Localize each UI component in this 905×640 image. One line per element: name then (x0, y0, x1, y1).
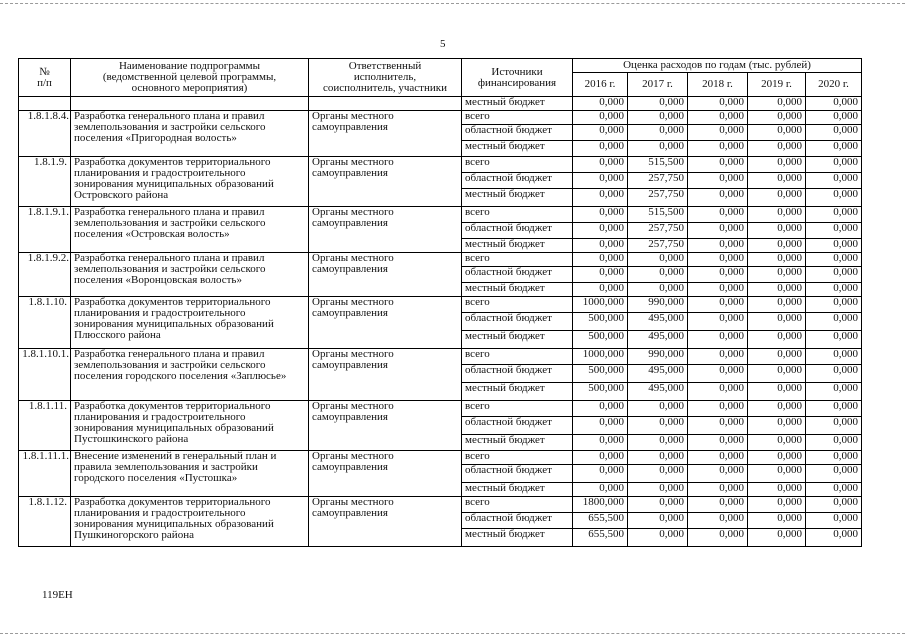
value-cell: 0,000 (748, 383, 806, 401)
row-name: Разработка генерального плана и правил землепользования и застройки сельского поселения «Островская волость» (71, 207, 309, 253)
value-cell: 0,000 (748, 283, 806, 297)
value-cell: 0,000 (573, 465, 628, 483)
source-cell: областной бюджет (462, 465, 573, 483)
value-cell: 495,000 (628, 383, 688, 401)
value-cell: 0,000 (748, 253, 806, 267)
row-code: 1.8.1.11.1. (19, 451, 71, 497)
value-cell: 500,000 (573, 365, 628, 383)
value-cell: 0,000 (688, 313, 748, 331)
value-cell: 500,000 (573, 313, 628, 331)
value-cell: 0,000 (748, 451, 806, 465)
row-executor: Органы местного самоуправления (309, 497, 462, 547)
value-cell: 0,000 (806, 157, 862, 173)
value-cell: 0,000 (628, 283, 688, 297)
value-cell: 0,000 (688, 451, 748, 465)
value-cell: 0,000 (628, 435, 688, 451)
scan-edge-bottom (0, 633, 905, 634)
value-cell: 0,000 (748, 223, 806, 239)
row-name: Разработка документов территориального планирования и градостроительного зонирования муниципальных образований Пушкиногорского района (71, 497, 309, 547)
value-cell: 0,000 (573, 207, 628, 223)
value-cell: 0,000 (748, 497, 806, 513)
value-cell: 0,000 (748, 313, 806, 331)
value-cell: 500,000 (573, 383, 628, 401)
value-cell: 0,000 (573, 173, 628, 189)
value-cell: 0,000 (628, 401, 688, 417)
row-code: 1.8.1.9. (19, 157, 71, 207)
value-cell: 0,000 (748, 435, 806, 451)
table-row (19, 451, 862, 465)
row-code: 1.8.1.11. (19, 401, 71, 451)
value-cell: 495,000 (628, 313, 688, 331)
value-cell: 0,000 (748, 111, 806, 125)
value-cell: 0,000 (806, 239, 862, 253)
value-cell: 0,000 (748, 267, 806, 283)
header-year-1: 2017 г. (628, 73, 688, 97)
value-cell: 0,000 (748, 125, 806, 141)
row-executor: Органы местного самоуправления (309, 297, 462, 349)
value-cell: 495,000 (628, 365, 688, 383)
value-cell: 0,000 (628, 465, 688, 483)
header-year-0: 2016 г. (573, 73, 628, 97)
value-cell: 0,000 (573, 483, 628, 497)
value-cell: 0,000 (688, 267, 748, 283)
row-code: 1.8.1.8.4. (19, 111, 71, 157)
source-cell: местный бюджет (462, 189, 573, 207)
source-cell: областной бюджет (462, 313, 573, 331)
row-code: 1.8.1.9.1. (19, 207, 71, 253)
value-cell: 0,000 (748, 349, 806, 365)
table-row (19, 97, 862, 111)
value-cell: 0,000 (688, 401, 748, 417)
row-executor: Органы местного самоуправления (309, 111, 462, 157)
value-cell: 0,000 (688, 297, 748, 313)
value-cell: 0,000 (806, 401, 862, 417)
row-name: Разработка документов территориального планирования и градостроительного зонирования муниципальных образований Островского района (71, 157, 309, 207)
value-cell: 0,000 (573, 223, 628, 239)
value-cell: 0,000 (748, 97, 806, 111)
source-cell: областной бюджет (462, 365, 573, 383)
value-cell: 0,000 (806, 267, 862, 283)
value-cell: 0,000 (573, 417, 628, 435)
value-cell: 0,000 (806, 125, 862, 141)
source-cell: всего (462, 207, 573, 223)
value-cell: 0,000 (748, 401, 806, 417)
value-cell: 515,500 (628, 207, 688, 223)
value-cell: 655,500 (573, 513, 628, 529)
header-num-text: № п/п (37, 65, 52, 89)
source-cell: областной бюджет (462, 267, 573, 283)
source-cell: всего (462, 157, 573, 173)
source-cell: местный бюджет (462, 435, 573, 451)
value-cell: 0,000 (628, 253, 688, 267)
value-cell: 0,000 (806, 383, 862, 401)
source-cell: областной бюджет (462, 223, 573, 239)
value-cell: 0,000 (628, 417, 688, 435)
value-cell: 0,000 (748, 157, 806, 173)
row-name: Разработка генерального плана и правил землепользования и застройки сельского поселения городского поселения «Заплюсье» (71, 349, 309, 401)
value-cell: 0,000 (748, 365, 806, 383)
row-name: Разработка генерального плана и правил землепользования и застройки сельского поселения «Воронцовская волость» (71, 253, 309, 297)
value-cell: 0,000 (573, 97, 628, 111)
value-cell: 1800,000 (573, 497, 628, 513)
value-cell: 257,750 (628, 223, 688, 239)
value-cell: 0,000 (573, 401, 628, 417)
source-cell: областной бюджет (462, 125, 573, 141)
table-row (19, 111, 862, 125)
value-cell: 0,000 (628, 97, 688, 111)
table-row (19, 497, 862, 513)
header-name (71, 59, 309, 97)
row-executor: Органы местного самоуправления (309, 451, 462, 497)
header-executor-text: Ответственный исполнитель, соисполнитель, участники (323, 60, 447, 94)
value-cell: 495,000 (628, 331, 688, 349)
value-cell: 0,000 (688, 331, 748, 349)
value-cell: 0,000 (806, 513, 862, 529)
value-cell: 0,000 (688, 239, 748, 253)
value-cell: 0,000 (573, 239, 628, 253)
value-cell: 0,000 (688, 173, 748, 189)
source-cell: местный бюджет (462, 239, 573, 253)
value-cell: 0,000 (688, 483, 748, 497)
row-executor: Органы местного самоуправления (309, 157, 462, 207)
value-cell: 0,000 (806, 435, 862, 451)
row-name: Разработка документов территориального планирования и градостроительного зонирования муниципальных образований Пустошкинского района (71, 401, 309, 451)
value-cell: 0,000 (628, 267, 688, 283)
source-cell: областной бюджет (462, 513, 573, 529)
value-cell: 0,000 (628, 111, 688, 125)
source-cell: всего (462, 297, 573, 313)
value-cell: 257,750 (628, 189, 688, 207)
value-cell: 0,000 (688, 253, 748, 267)
value-cell: 0,000 (806, 529, 862, 547)
value-cell: 515,500 (628, 157, 688, 173)
value-cell: 0,000 (573, 435, 628, 451)
row-name-empty (71, 97, 309, 111)
row-code-empty (19, 97, 71, 111)
value-cell: 0,000 (573, 141, 628, 157)
row-executor: Органы местного самоуправления (309, 349, 462, 401)
value-cell: 0,000 (628, 529, 688, 547)
source-cell: местный бюджет (462, 283, 573, 297)
row-executor: Органы местного самоуправления (309, 207, 462, 253)
value-cell: 0,000 (806, 283, 862, 297)
row-code: 1.8.1.9.2. (19, 253, 71, 297)
table-row (19, 253, 862, 267)
value-cell: 0,000 (688, 223, 748, 239)
value-cell: 0,000 (688, 417, 748, 435)
header-year-4: 2020 г. (806, 73, 862, 97)
value-cell: 0,000 (688, 383, 748, 401)
value-cell: 0,000 (748, 297, 806, 313)
source-cell: всего (462, 253, 573, 267)
value-cell: 655,500 (573, 529, 628, 547)
row-name: Разработка документов территориального планирования и градостроительного зонирования муниципальных образований Плюсского района (71, 297, 309, 349)
value-cell: 0,000 (573, 283, 628, 297)
table-row (19, 157, 862, 173)
row-executor: Органы местного самоуправления (309, 401, 462, 451)
value-cell: 0,000 (688, 97, 748, 111)
value-cell: 0,000 (573, 267, 628, 283)
header-estimate: Оценка расходов по годам (тыс. рублей) (573, 59, 862, 73)
value-cell: 0,000 (748, 141, 806, 157)
row-executor-empty (309, 97, 462, 111)
value-cell: 0,000 (806, 97, 862, 111)
value-cell: 0,000 (806, 483, 862, 497)
value-cell: 0,000 (748, 529, 806, 547)
footer-code: 119ЕН (42, 589, 73, 601)
value-cell: 0,000 (806, 189, 862, 207)
value-cell: 0,000 (628, 125, 688, 141)
value-cell: 0,000 (573, 253, 628, 267)
value-cell: 0,000 (806, 365, 862, 383)
source-cell: областной бюджет (462, 417, 573, 435)
value-cell: 0,000 (573, 451, 628, 465)
value-cell: 0,000 (806, 497, 862, 513)
value-cell: 0,000 (806, 331, 862, 349)
source-cell: всего (462, 111, 573, 125)
value-cell: 0,000 (688, 513, 748, 529)
value-cell: 0,000 (806, 111, 862, 125)
source-cell: местный бюджет (462, 141, 573, 157)
value-cell: 0,000 (806, 173, 862, 189)
value-cell: 0,000 (748, 513, 806, 529)
value-cell: 0,000 (573, 125, 628, 141)
header-num (19, 59, 71, 97)
value-cell: 0,000 (688, 157, 748, 173)
source-cell: местный бюджет (462, 97, 573, 111)
value-cell: 0,000 (628, 497, 688, 513)
source-cell: местный бюджет (462, 331, 573, 349)
value-cell: 1000,000 (573, 349, 628, 365)
source-cell: местный бюджет (462, 529, 573, 547)
value-cell: 0,000 (806, 223, 862, 239)
value-cell: 0,000 (688, 465, 748, 483)
value-cell: 0,000 (806, 141, 862, 157)
row-code: 1.8.1.10.1. (19, 349, 71, 401)
row-executor: Органы местного самоуправления (309, 253, 462, 297)
value-cell: 0,000 (748, 239, 806, 253)
value-cell: 0,000 (806, 207, 862, 223)
value-cell: 0,000 (628, 483, 688, 497)
value-cell: 0,000 (573, 157, 628, 173)
table-row (19, 297, 862, 313)
value-cell: 0,000 (806, 297, 862, 313)
header-year-3: 2019 г. (748, 73, 806, 97)
value-cell: 0,000 (806, 253, 862, 267)
value-cell: 0,000 (688, 189, 748, 207)
value-cell: 0,000 (806, 451, 862, 465)
value-cell: 0,000 (688, 207, 748, 223)
value-cell: 990,000 (628, 349, 688, 365)
value-cell: 0,000 (688, 497, 748, 513)
header-sources (462, 59, 573, 97)
value-cell: 0,000 (688, 529, 748, 547)
source-cell: областной бюджет (462, 173, 573, 189)
table-row (19, 207, 862, 223)
value-cell: 990,000 (628, 297, 688, 313)
value-cell: 0,000 (688, 283, 748, 297)
value-cell: 0,000 (748, 417, 806, 435)
budget-table (18, 58, 862, 547)
source-cell: местный бюджет (462, 483, 573, 497)
value-cell: 257,750 (628, 173, 688, 189)
value-cell: 0,000 (748, 189, 806, 207)
source-cell: всего (462, 401, 573, 417)
value-cell: 257,750 (628, 239, 688, 253)
value-cell: 0,000 (806, 349, 862, 365)
row-name: Внесение изменений в генеральный план и правила землепользования и застройки городского поселения «Пустошка» (71, 451, 309, 497)
value-cell: 0,000 (573, 111, 628, 125)
header-sources-text: Источники финансирования (477, 65, 557, 89)
value-cell: 0,000 (688, 141, 748, 157)
value-cell: 1000,000 (573, 297, 628, 313)
page-number: 5 (440, 38, 446, 50)
value-cell: 0,000 (688, 349, 748, 365)
source-cell: местный бюджет (462, 383, 573, 401)
row-code: 1.8.1.12. (19, 497, 71, 547)
value-cell: 0,000 (573, 189, 628, 207)
value-cell: 0,000 (806, 417, 862, 435)
row-code: 1.8.1.10. (19, 297, 71, 349)
value-cell: 0,000 (628, 141, 688, 157)
header-executor (309, 59, 462, 97)
source-cell: всего (462, 349, 573, 365)
value-cell: 0,000 (688, 365, 748, 383)
value-cell: 0,000 (748, 331, 806, 349)
table-row (19, 349, 862, 365)
value-cell: 0,000 (748, 465, 806, 483)
value-cell: 0,000 (748, 207, 806, 223)
value-cell: 500,000 (573, 331, 628, 349)
value-cell: 0,000 (748, 483, 806, 497)
value-cell: 0,000 (628, 513, 688, 529)
value-cell: 0,000 (748, 173, 806, 189)
value-cell: 0,000 (628, 451, 688, 465)
source-cell: всего (462, 451, 573, 465)
source-cell: всего (462, 497, 573, 513)
value-cell: 0,000 (806, 313, 862, 331)
header-year-2: 2018 г. (688, 73, 748, 97)
table-row (19, 401, 862, 417)
row-name: Разработка генерального плана и правил землепользования и застройки сельского поселения «Пригородная волость» (71, 111, 309, 157)
value-cell: 0,000 (688, 111, 748, 125)
scan-edge-top (0, 3, 905, 4)
value-cell: 0,000 (806, 465, 862, 483)
value-cell: 0,000 (688, 435, 748, 451)
header-name-text: Наименование подпрограммы (ведомственной целевой программы, основного мероприятия) (102, 60, 277, 94)
value-cell: 0,000 (688, 125, 748, 141)
